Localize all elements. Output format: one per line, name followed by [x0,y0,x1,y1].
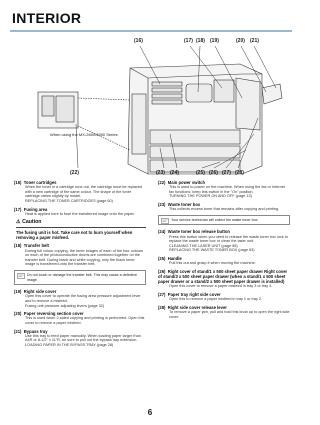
callout-24: (24) [170,170,179,176]
item-title: Waste toner box release button [167,229,230,235]
item-25 [158,256,290,266]
item-27 [158,292,290,302]
item-reference-link[interactable]: TURNING THE POWER ON AND OFF (page 13) [169,194,252,199]
item-number: (24) [158,229,166,235]
caution-text: The fusing unit is hot. Take care not to burn yourself when removing a paper misfeed. [16,230,133,241]
item-16 [14,180,146,204]
figure-caption: When using the MX-2600/4500 Series [50,132,118,137]
item-number: (28) [158,304,166,310]
callout-16: (16) [134,38,143,44]
item-number: (17) [14,206,22,212]
item-text: This is used to power on the machine. When using the fax or Internet fax functions, keep this switch in the "On" position. [169,185,285,194]
item-text: Open this cover to remove a paper misfeed in tray 3 or tray 4. [169,284,273,289]
item-title: Transfer belt [23,243,49,249]
item-title: Waste toner box [167,201,201,207]
item-text: When the toner in a cartridge runs out, the cartridge must be replaced with a new cartridge of the same colour. The shape of the toner cartridge varies slightly by model. [25,185,143,199]
item-text: Open this cover to operate the fusing area pressure adjustment lever and to remove a misfeed. [25,294,141,303]
item-reference-link[interactable]: LOADING PAPER IN THE BYPASS TRAY (page 28) [25,342,114,347]
item-title: Right side cover release lever [167,304,227,310]
page-title: INTERIOR [12,10,82,26]
item-reference-link[interactable]: REPLACING THE WASTE TONER BOX (page 63) [169,248,255,253]
item-text: Press this button when you need to release the waste toner box lock to replace the waste toner box or clean the laser unit. [169,234,289,244]
note-box [14,270,146,285]
page-number: 6 [147,408,153,417]
note-text: Your service technician will collect the waste toner box. [171,217,259,222]
left-column [14,180,146,351]
item-title: Handle [167,255,182,261]
callout-27: (27) [222,170,231,176]
item-text: To remove a paper jam, pull and hold this knob up to open the right side cover. [169,309,290,319]
item-20 [14,311,146,325]
item-number: (27) [158,291,166,297]
item-title: Paper tray right side cover [167,291,221,297]
item-text: This collects excess toner that remains after copying and printing. [169,207,280,212]
warning-icon: ⚠ [16,219,21,226]
item-number: (21) [14,328,22,334]
item-number: (20) [14,311,22,317]
callout-21: (21) [250,38,259,44]
item-text: During full colour copying, the toner images of each of the four colours on each of the photoconductive drums are combined together on the transfer belt. During black and white copying, only the black toner image is transferred onto the transfer belt. [25,248,143,267]
item-reference-link[interactable]: CLEANING THE LASER UNIT (page 58) [169,243,238,248]
item-text: Pull this out and grasp it when moving the machine. [169,261,256,266]
callout-23: (23) [156,170,165,176]
item-number: (22) [158,180,166,185]
item-18 [14,243,146,267]
item-title: Paper reversing section cover [23,311,84,317]
callout-18: (18) [196,38,205,44]
callout-19: (19) [210,38,219,44]
item-22 [158,180,290,199]
item-28 [158,305,290,319]
right-column [158,180,290,322]
item-title: Main power switch [167,180,206,185]
title-divider [10,30,292,32]
item-number: (23) [158,201,166,207]
callout-17: (17) [184,38,193,44]
callout-22: (22) [70,170,79,176]
item-title: Right cover of stand/1 x 500 sheet paper drawer Right cover of stand/3 x 500 sheet paper drawer (when a stand/1 x 500 sheet paper drawer or a stand/2 x 500 sheet paper drawer is installed) [158,268,288,285]
note-icon [161,218,169,224]
item-reference-link[interactable]: Fusing unit pressure adjusting levers (page 32) [25,303,105,308]
caution-box [14,219,146,240]
note-text: Do not touch or damage the transfer belt. This may cause a defective image. [27,272,138,282]
item-23 [158,202,290,212]
item-24 [158,229,290,253]
item-title: Right side cover [23,289,57,295]
note-box [158,215,290,226]
item-text: Open this to remove a paper misfeed in tray 1 or tray 2. [169,297,263,302]
machine-illustration [10,38,292,178]
item-26 [158,269,290,289]
item-number: (25) [158,255,166,261]
item-text: Use this tray to feed paper manually. When loading paper larger than A4R or 8-1/2" x 11"R, be sure to pull out the bypass tray extension. [25,333,141,343]
caution-title: Caution [22,219,42,226]
callout-25: (25) [196,170,205,176]
item-17 [14,207,146,217]
item-title: Toner cartridges [23,180,57,185]
item-title: Fusing area [23,206,48,212]
item-number: (18) [14,243,22,249]
item-title: Bypass tray [23,328,48,334]
note-icon [17,273,25,279]
callout-26: (26) [209,170,218,176]
interior-diagram [10,38,292,178]
callout-28: (28) [235,170,244,176]
item-21 [14,329,146,348]
item-number: (19) [14,289,22,295]
item-number: (26) [158,268,166,274]
item-19 [14,289,146,308]
item-text: This is used when 2-sided copying and printing is performed. Open this cover to remove a paper misfeed. [25,316,145,325]
item-reference-link[interactable]: REPLACING THE TONER CARTRIDGES (page 60) [25,198,113,203]
item-text: Heat is applied here to fuse the transferred image onto the paper. [25,211,135,216]
item-number: (16) [14,180,22,185]
callout-20: (20) [236,38,245,44]
caution-rule [16,227,146,228]
